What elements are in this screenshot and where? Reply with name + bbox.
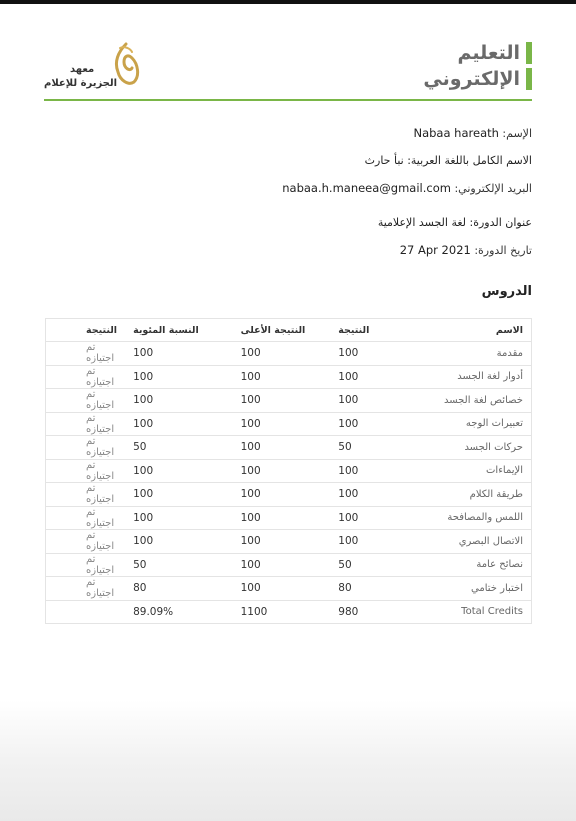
lesson-result: 100 [330, 530, 400, 554]
lesson-name: اللمس والمصافحة [400, 506, 531, 530]
course-date-value: 27 Apr 2021 [399, 243, 471, 257]
lesson-result: 100 [330, 506, 400, 530]
lesson-name: الإيماءات [400, 459, 531, 483]
lesson-percent: 100 [125, 365, 233, 389]
lesson-name: حركات الجسد [400, 436, 531, 460]
header-name: الاسم [400, 319, 531, 342]
lesson-status: تم اجتيازه [46, 577, 126, 601]
lesson-status: تم اجتيازه [46, 342, 126, 366]
lesson-percent: 50 [125, 553, 233, 577]
elearning-brand [422, 42, 532, 92]
table-header-row [46, 319, 532, 342]
lessons-table [45, 318, 532, 624]
lesson-status: تم اجتيازه [46, 530, 126, 554]
lesson-result: 50 [330, 553, 400, 577]
table-row [46, 530, 532, 554]
lesson-max: 100 [233, 389, 331, 413]
student-name-line [413, 126, 532, 140]
course-date-label: تاريخ الدورة: [474, 244, 532, 257]
lesson-name: خصائص لغة الجسد [400, 389, 531, 413]
header-percent: النسبة المئوية [125, 319, 233, 342]
lesson-result: 100 [330, 459, 400, 483]
lesson-status: تم اجتيازه [46, 483, 126, 507]
lesson-percent: 50 [125, 436, 233, 460]
institute-label-line1: معهد [70, 64, 95, 75]
lessons-section-title: الدروس [481, 284, 532, 299]
lesson-percent: 100 [125, 506, 233, 530]
table-row [46, 365, 532, 389]
lesson-max: 100 [233, 506, 331, 530]
lesson-name: الاتصال البصري [400, 530, 531, 554]
lesson-status: تم اجتيازه [46, 412, 126, 436]
brand-accent-bar [526, 42, 532, 64]
lesson-max: 100 [233, 412, 331, 436]
email-label: البريد الإلكتروني: [454, 182, 532, 195]
lesson-max: 100 [233, 553, 331, 577]
table-row [46, 436, 532, 460]
lesson-name: نصائح عامة [400, 553, 531, 577]
lesson-name: تعبيرات الوجه [400, 412, 531, 436]
name-value: Nabaa hareath [413, 126, 499, 140]
total-row [46, 600, 532, 624]
lesson-name: اختبار ختامي [400, 577, 531, 601]
header-result: النتيجة [330, 319, 400, 342]
lesson-name: طريقة الكلام [400, 483, 531, 507]
table-row [46, 577, 532, 601]
brand-title-line1: التعليم [457, 42, 520, 64]
table-row [46, 459, 532, 483]
institute-label-line2: الجزيرة للإعلام [44, 78, 118, 89]
total-percent: 89.09% [125, 600, 233, 624]
lesson-max: 100 [233, 436, 331, 460]
lesson-result: 80 [330, 577, 400, 601]
lesson-percent: 100 [125, 412, 233, 436]
student-email-line [282, 181, 532, 195]
lesson-status: تم اجتيازه [46, 436, 126, 460]
lessons-table-body [46, 342, 532, 624]
lesson-percent: 100 [125, 530, 233, 554]
lesson-name: مقدمة [400, 342, 531, 366]
total-label: Total Credits [400, 600, 531, 624]
email-value: nabaa.h.maneea@gmail.com [282, 181, 451, 195]
lesson-result: 100 [330, 342, 400, 366]
lesson-status: تم اجتيازه [46, 459, 126, 483]
lesson-status: تم اجتيازه [46, 553, 126, 577]
lesson-percent: 100 [125, 483, 233, 507]
lesson-max: 100 [233, 365, 331, 389]
fullname-ar-text: الاسم الكامل باللغة العربية: نبأ حارث [364, 154, 532, 167]
student-fullname-ar-line [365, 154, 532, 167]
table-row [46, 412, 532, 436]
lesson-result: 100 [330, 412, 400, 436]
total-status [46, 600, 126, 624]
table-row [46, 389, 532, 413]
lesson-max: 100 [233, 530, 331, 554]
lesson-status: تم اجتيازه [46, 506, 126, 530]
table-row [46, 342, 532, 366]
table-row [46, 553, 532, 577]
header-divider [44, 99, 532, 101]
lesson-max: 100 [233, 577, 331, 601]
lesson-max: 100 [233, 342, 331, 366]
total-result: 980 [330, 600, 400, 624]
lesson-status: تم اجتيازه [46, 389, 126, 413]
total-max: 1100 [233, 600, 331, 624]
lesson-max: 100 [233, 459, 331, 483]
course-title-text: عنوان الدورة: لغة الجسد الإعلامية [377, 216, 532, 229]
name-label: الإسم: [502, 127, 532, 140]
header-status: النتيجة [46, 319, 126, 342]
course-date-line [400, 243, 532, 257]
lesson-percent: 100 [125, 342, 233, 366]
lesson-result: 100 [330, 365, 400, 389]
lesson-result: 100 [330, 483, 400, 507]
lesson-max: 100 [233, 483, 331, 507]
course-title-line [378, 216, 532, 229]
lesson-percent: 100 [125, 389, 233, 413]
lesson-name: أدوار لغة الجسد [400, 365, 531, 389]
header-max: النتيجة الأعلى [233, 319, 331, 342]
table-row [46, 483, 532, 507]
brand-accent-bar [526, 68, 532, 90]
lesson-result: 100 [330, 389, 400, 413]
table-row [46, 506, 532, 530]
lesson-status: تم اجتيازه [46, 365, 126, 389]
aljazeera-institute-logo [44, 42, 144, 94]
lesson-result: 50 [330, 436, 400, 460]
brand-title-line2: الإلكتروني [423, 68, 520, 90]
lesson-percent: 80 [125, 577, 233, 601]
lesson-percent: 100 [125, 459, 233, 483]
